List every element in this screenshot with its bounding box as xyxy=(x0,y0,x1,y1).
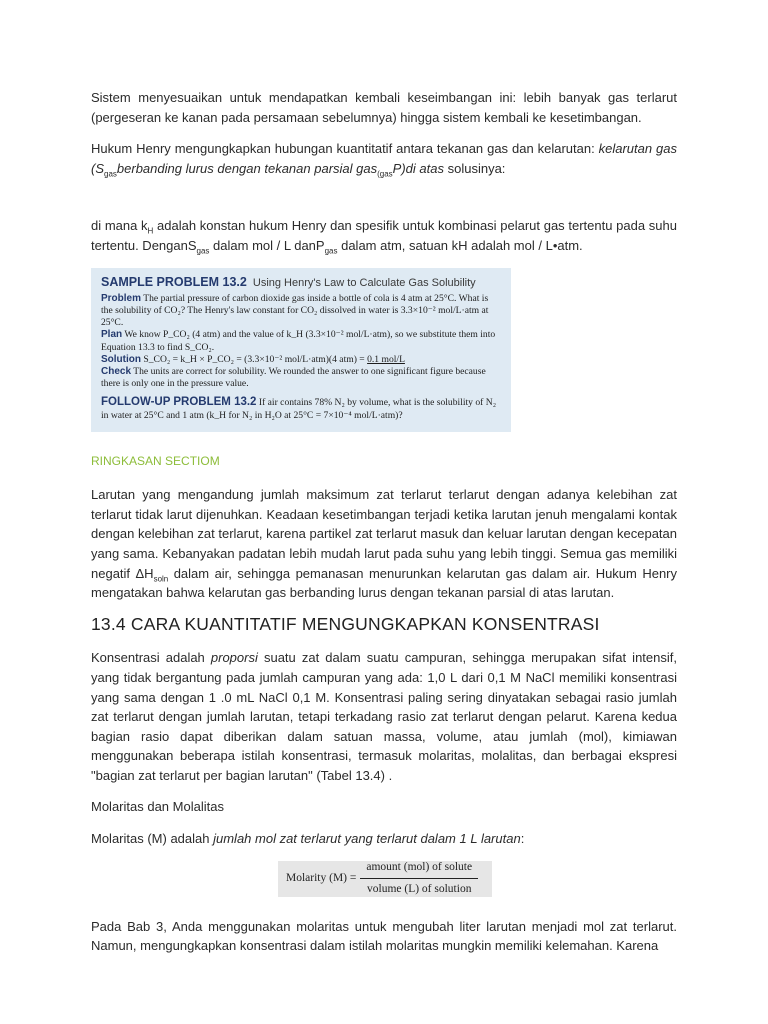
paragraph-equilibrium: Sistem menyesuaikan untuk mendapatkan kembali keseimbangan ini: lebih banyak gas terlarut (pergeseran ke kanan pada persamaan sebelumnya) hingga sistem kembali ke kesetimbangan. xyxy=(91,90,677,125)
italic-text: kelarutan gas (S xyxy=(91,141,677,176)
follow-up-text: If air contains 78% N₂ by volume, what is the solubility of N₂ in water at 25°C and 1 atm (k_H for N₂ in H₂O at 25°C = 7×10⁻⁴ mol/L·atm)? xyxy=(101,397,497,421)
text: dalam atm, satuan kH adalah mol / L•atm. xyxy=(337,237,583,253)
sample-problem-plan xyxy=(101,329,501,353)
subscript: soln xyxy=(153,574,169,584)
text: Larutan yang mengandung jumlah maksimum zat terlarut terlarut dengan adanya kelebihan zat terlarut tidak larut dijenuhkan. Keadaan kesetimbangan terjadi ketika larutan jenuh mengalami kontak dengan kelebihan zat terlarut, karena partikel zat terlarut masuk dan keluar larutan dengan kecepatan yang sama. Kebanyakan padatan lebih mudah larut pada suhu yang lebih tinggi. Semua gas memiliki negatif ΔH xyxy=(91,487,677,581)
solution-text: S_CO₂ = k_H × P_CO₂ = (3.3×10⁻² mol/L·atm)(4 atm) = xyxy=(143,353,368,365)
text: dalam mol / L danP xyxy=(209,237,325,253)
document-page xyxy=(91,88,677,968)
subscript: gas xyxy=(324,246,338,256)
paragraph-summary xyxy=(91,485,677,603)
check-label: Check xyxy=(101,365,132,377)
plan-label: Plan xyxy=(101,329,123,341)
text: di mana k xyxy=(91,218,148,234)
text: Hukum Henry mengungkapkan hubungan kuantitatif antara tekanan gas dan kelarutan: xyxy=(91,141,599,157)
plan-text: We know P_CO₂ (4 atm) and the value of k_H (3.3×10⁻² mol/L·atm), so we substitute them into Equation 13.3 to find S_CO₂. xyxy=(101,329,496,353)
text: solusinya: xyxy=(443,160,506,176)
section-summary-label: RINGKASAN SECTIOM xyxy=(91,453,220,468)
follow-up-label: FOLLOW-UP PROBLEM 13.2 xyxy=(101,396,257,409)
text: dalam air, sehingga pemanasan menurunkan kelarutan gas dalam air. Hukum Henry mengatakan bahwa kelarutan gas berbanding lurus dengan tekanan parsial di atas larutan. xyxy=(91,565,677,601)
paragraph-concentration xyxy=(91,648,677,785)
paragraph-henry-constant xyxy=(91,216,677,255)
text: Molaritas (M) adalah xyxy=(91,831,214,847)
sample-problem-box xyxy=(91,268,511,432)
italic-text: proporsi xyxy=(210,650,258,666)
sample-problem-header xyxy=(101,276,501,290)
formula-denominator: volume (L) of solution xyxy=(367,883,472,896)
molarity-formula xyxy=(278,861,492,897)
subscript: gas xyxy=(104,169,117,179)
subscript: (gas xyxy=(377,169,393,179)
italic-text: P)di atas xyxy=(392,160,444,176)
problem-text: The partial pressure of carbon dioxide gas inside a bottle of cola is 4 atm at 25°C. What is the solubility of CO₂? The Henry's law constant for CO₂ dissolved in water is 3.3×10⁻² mol/L·atm at 25°C. xyxy=(101,292,489,329)
equation-placeholder xyxy=(91,190,677,216)
problem-label: Problem xyxy=(101,292,142,304)
subscript: H xyxy=(147,226,154,236)
paragraph-henry-law xyxy=(91,139,677,178)
sample-problem-heading: SAMPLE PROBLEM 13.2 xyxy=(101,274,247,289)
sample-problem-check xyxy=(101,366,501,390)
text: adalah konstan hukum Henry dan spesifik untuk kombinasi pelarut gas tertentu pada suhu tertentu. DenganS xyxy=(91,218,677,253)
text: Konsentrasi adalah xyxy=(91,650,211,666)
subheading-molarity: Molaritas dan Molalitas xyxy=(91,799,224,815)
solution-answer: 0.1 mol/L xyxy=(367,353,405,365)
solution-label: Solution xyxy=(101,353,141,365)
text: suatu zat dalam suatu campuran, sehingga merupakan sifat intensif, yang tidak bergantung pada jumlah campuran yang ada: 1,0 L dari 0,1 M NaCl memiliki konsentrasi yang sama dengan 1 .0 mL NaCl 0,1 M. Konsentrasi paling sering dinyatakan sebagai rasio jumlah zat terlarut dengan jumlah larutan, tetapi terkadang rasio zat terlarut dengan pelarut. Karena kedua bagian rasio dapat diberikan dalam satuan massa, volume, atau jumlah (mol), kimiawan menggunakan beberapa istilah konsentrasi, termasuk molaritas, molalitas, dan berbagai ekspresi "bagian zat terlarut per bagian larutan" (Tabel 13.4) . xyxy=(91,650,677,783)
follow-up-problem xyxy=(101,396,501,421)
sample-problem-solution xyxy=(101,354,501,366)
paragraph-chapter3: Pada Bab 3, Anda menggunakan molaritas untuk mengubah liter larutan menjadi mol zat terlarut. Namun, mengungkapkan konsentrasi dalam istilah molaritas mungkin memiliki kelemahan. Karena xyxy=(91,918,677,954)
italic-text: berbanding lurus dengan tekanan parsial gas xyxy=(116,160,378,176)
subscript: gas xyxy=(196,246,210,256)
sample-problem-title: Using Henry's Law to Calculate Gas Solubility xyxy=(252,276,476,289)
text: : xyxy=(520,831,525,847)
formula-lhs: Molarity (M) = xyxy=(286,871,357,884)
formula-numerator: amount (mol) of solute xyxy=(360,858,478,880)
section-heading: 13.4 CARA KUANTITATIF MENGUNGKAPKAN KONSENTRASI xyxy=(91,613,600,634)
paragraph-molarity-definition xyxy=(91,829,677,849)
sample-problem-statement xyxy=(101,293,501,330)
formula-fraction xyxy=(360,858,478,900)
italic-text: jumlah mol zat terlarut yang terlarut dalam 1 L larutan xyxy=(213,831,521,847)
check-text: The units are correct for solubility. We rounded the answer to one significant figure because there is only one in the pressure value. xyxy=(101,365,486,390)
